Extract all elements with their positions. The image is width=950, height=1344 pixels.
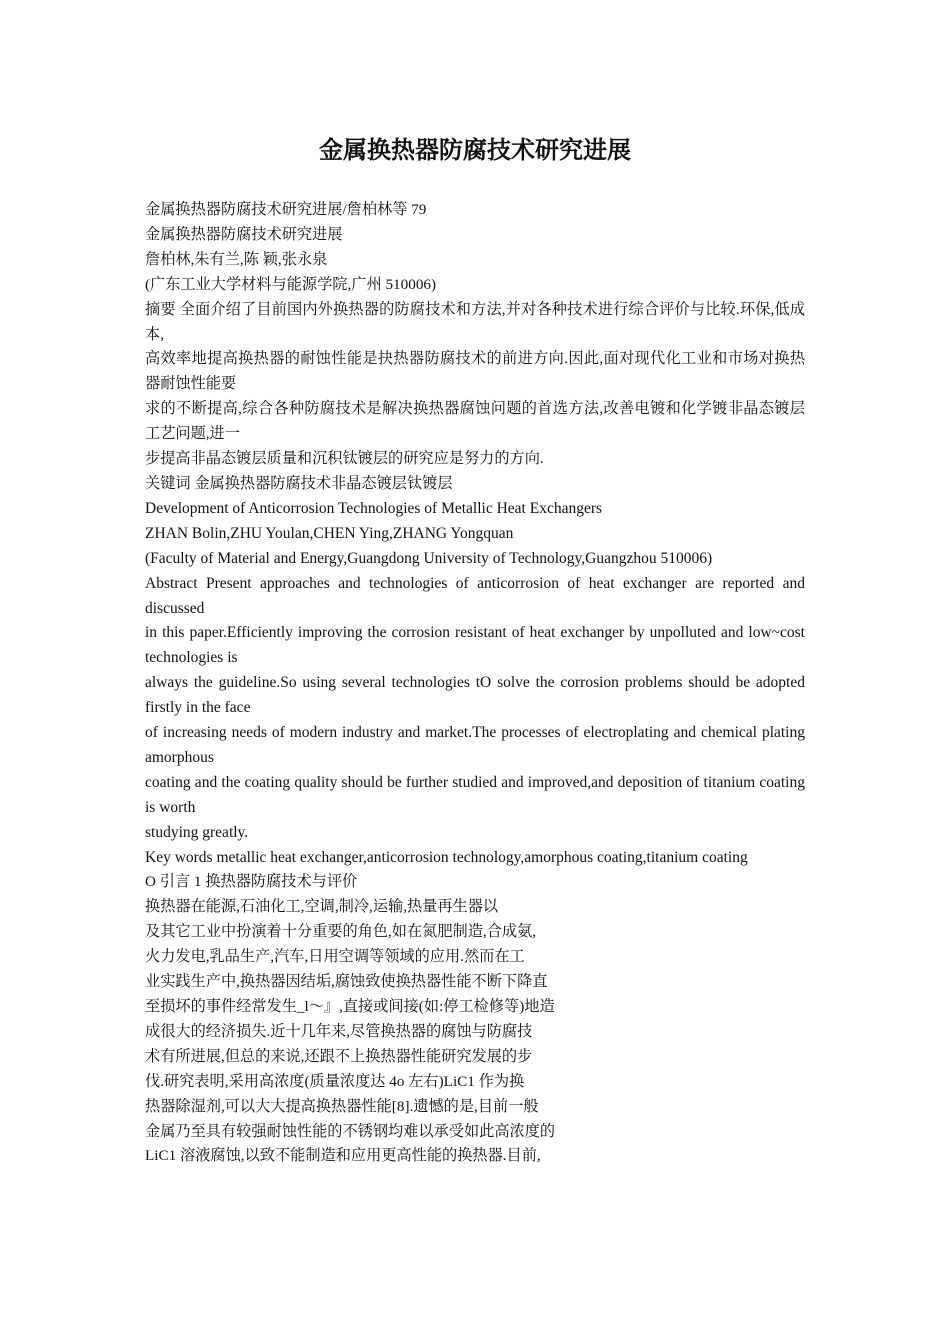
affiliation-cn: (广东工业大学材料与能源学院,广州 510006) (145, 275, 437, 293)
abstract-en-line: always the guideline.So using several technologies tO solve the corrosion problems should be adopted firstly in the face (145, 674, 805, 717)
paper-title-en: Development of Anticorrosion Technologies of Metallic Heat Exchangers (145, 499, 603, 517)
document-body (145, 198, 805, 1169)
authors-en: ZHAN Bolin,ZHU Youlan,CHEN Ying,ZHANG Yongquan (145, 524, 514, 542)
body-text-line: 换热器在能源,石油化工,空调,制冷,运输,热量再生器以 (145, 898, 499, 916)
body-text-line: 火力发电,乳品生产,汽车,日用空调等领域的应用.然而在工 (145, 948, 525, 966)
authors-cn: 詹柏林,朱有兰,陈 颖,张永泉 (145, 250, 328, 268)
body-text-line: 热器除湿剂,可以大大提高换热器性能[8].遗憾的是,目前一般 (145, 1097, 539, 1115)
abstract-cn-line: 高效率地提高换热器的耐蚀性能是抉热器防腐技术的前进方向.因此,面对现代化工业和市场对换热器耐蚀性能要 (145, 350, 805, 393)
document-title: 金属换热器防腐技术研究进展 (319, 135, 631, 164)
running-header: 金属换热器防腐技术研究进展/詹柏林等 79 (145, 201, 427, 218)
abstract-cn-line: 摘要 全面介绍了目前国内外换热器的防腐技术和方法,并对各种技术进行综合评价与比较.环保,低成本, (145, 300, 805, 343)
body-text-line: 业实践生产中,换热器因结垢,腐蚀致使换热器性能不断下降直 (145, 973, 548, 991)
abstract-cn-line: 求的不断提高,综合各种防腐技术是解决换热器腐蚀问题的首选方法,改善电镀和化学镀非晶态镀层工艺问题,进一 (145, 400, 805, 443)
body-text-line: 至损坏的事件经常发生_l～』,直接或间接(如:停工检修等)地造 (145, 998, 555, 1015)
section-heading: O 引言 1 换热器防腐技术与评价 (145, 873, 358, 891)
body-text-line: 成很大的经济损失.近十几年来,尽管换热器的腐蚀与防腐技 (145, 1022, 533, 1040)
keywords-en: Key words metallic heat exchanger,anticorrosion technology,amorphous coating,titanium coating (145, 848, 748, 866)
abstract-en-line: Abstract Present approaches and technologies of anticorrosion of heat exchanger are reported and discussed (145, 574, 805, 617)
abstract-cn-line: 步提高非晶态镀层质量和沉积钛镀层的研究应是努力的方向. (145, 450, 544, 468)
abstract-en-line: studying greatly. (145, 823, 249, 841)
abstract-en-line: coating and the coating quality should be further studied and improved,and deposition of titanium coating is worth (145, 773, 805, 816)
body-text-line: 金属乃至具有较强耐蚀性能的不锈钢均难以承受如此高浓度的 (145, 1122, 556, 1140)
keywords-cn: 关键词 金属换热器防腐技术非晶态镀层钛镀层 (145, 474, 453, 492)
body-text-line: 术有所进展,但总的来说,还跟不上换热器性能研究发展的步 (145, 1047, 533, 1065)
body-text-line: 及其它工业中扮演着十分重要的角色,如在氮肥制造,合成氨, (145, 923, 537, 941)
affiliation-en: (Faculty of Material and Energy,Guangdong University of Technology,Guangzhou 510006) (145, 549, 713, 567)
body-text-line: 伐.研究表明,采用高浓度(质量浓度达 4o 左右)LiC1 作为换 (145, 1072, 525, 1090)
abstract-en-line: of increasing needs of modern industry and market.The processes of electroplating and chemical plating amorphous (145, 724, 805, 766)
abstract-en-line: in this paper.Efficiently improving the corrosion resistant of heat exchanger by unpolluted and low~cost technologies is (145, 624, 805, 667)
paper-title-cn: 金属换热器防腐技术研究进展 (145, 225, 343, 243)
body-text-line: LiC1 溶液腐蚀,以致不能制造和应用更高性能的换热器.目前, (145, 1147, 541, 1165)
